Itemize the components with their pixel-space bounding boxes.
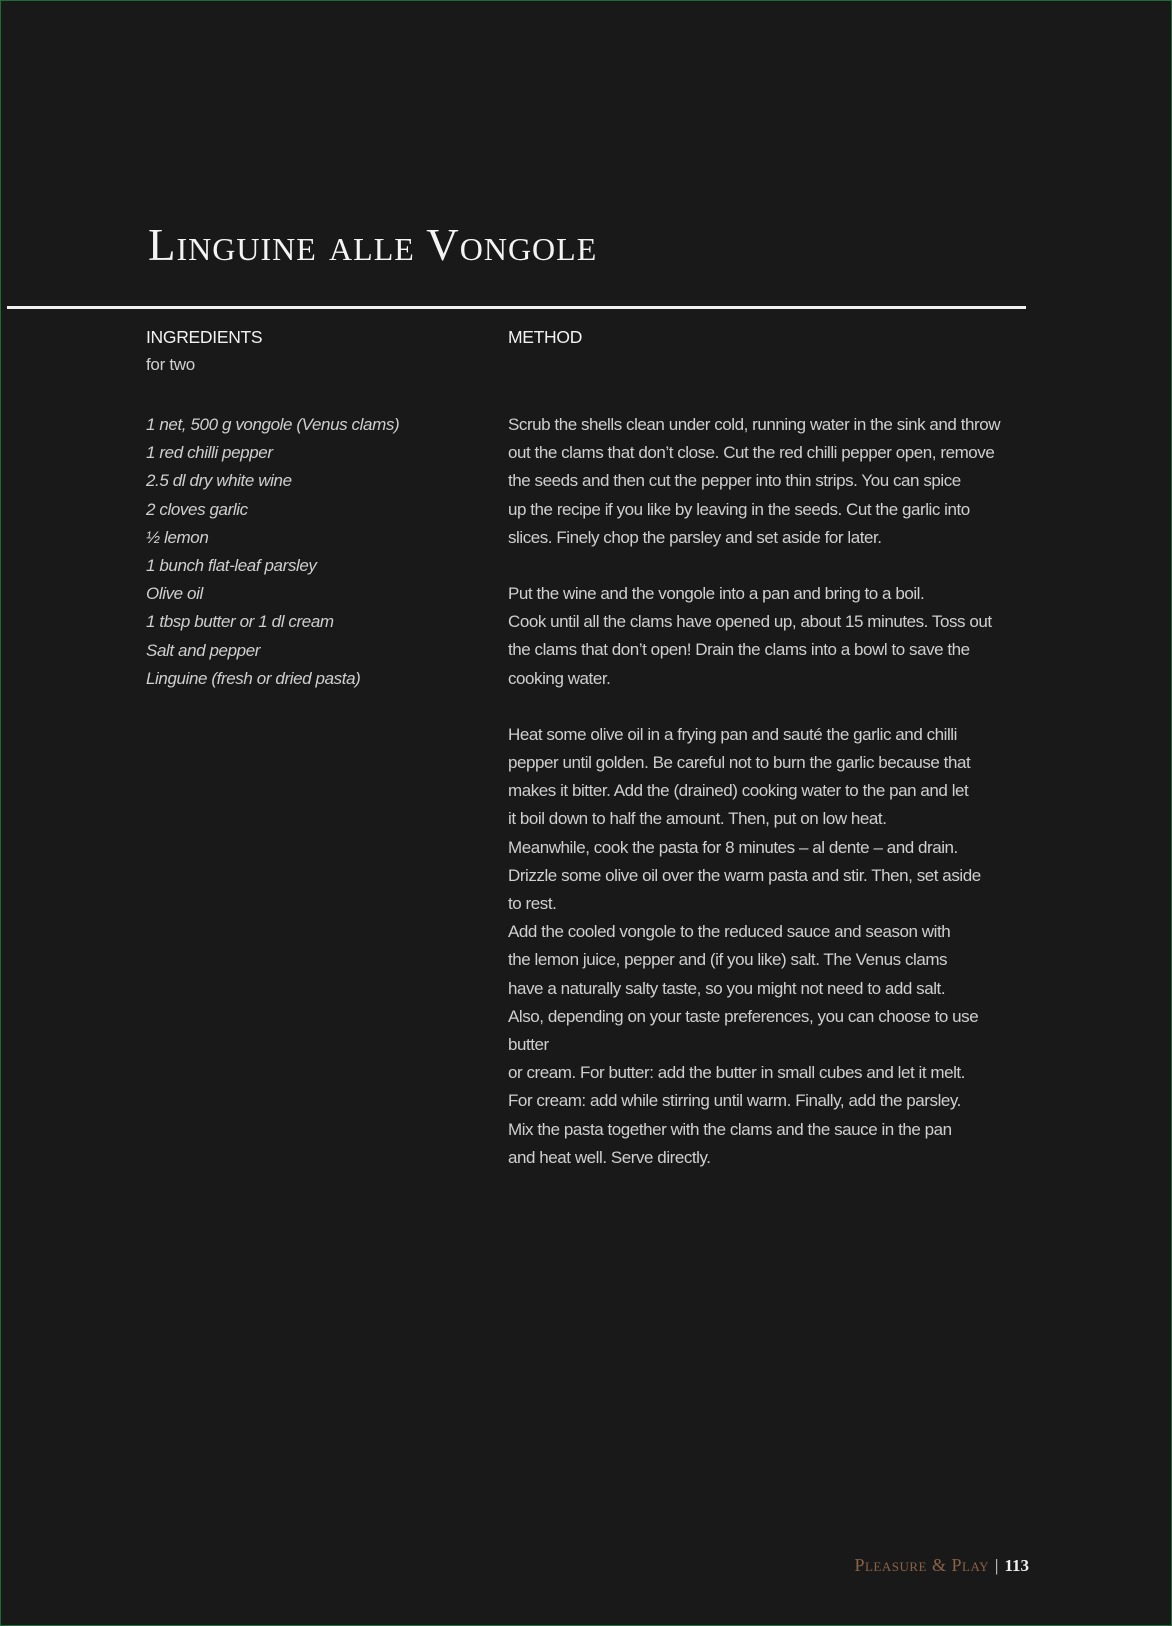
ingredient-item: 2.5 dl dry white wine [146,471,292,491]
method-line: Cook until all the clams have opened up, about 15 minutes. Toss out [508,612,992,632]
method-line: Heat some olive oil in a frying pan and sauté the garlic and chilli [508,724,957,744]
method-line: the clams that don’t open! Drain the clams into a bowl to save the [508,640,970,660]
method-paragraph [508,721,1036,1172]
ingredient-item: Salt and pepper [146,640,261,660]
ingredients-heading: INGREDIENTS [146,327,263,347]
title-divider [7,306,1026,309]
method-line: cooking water. [508,668,611,688]
method-heading: METHOD [508,327,583,347]
method-paragraph [508,580,1036,693]
method-line: up the recipe if you like by leaving in the seeds. Cut the garlic into [508,499,970,519]
method-line: Mix the pasta together with the clams and the sauce in the pan [508,1119,952,1139]
method-line: Meanwhile, cook the pasta for 8 minutes – al dente – and drain. [508,837,958,857]
method-line: pepper until golden. Be careful not to burn the garlic because that [508,753,971,773]
method-line: Add the cooled vongole to the reduced sauce and season with [508,922,951,942]
section-name: Pleasure & Play [854,1555,990,1575]
ingredients-list [146,411,486,693]
method-line: Also, depending on your taste preferences, you can choose to use [508,1006,979,1026]
ingredient-item: 1 bunch flat-leaf parsley [146,556,317,576]
servings-note: for two [146,355,195,374]
method-body [508,411,1036,1200]
method-line: the seeds and then cut the pepper into thin strips. You can spice [508,471,961,491]
ingredient-item: Linguine (fresh or dried pasta) [146,668,361,688]
method-line: it boil down to half the amount. Then, put on low heat. [508,809,887,829]
page-number: 113 [1004,1556,1029,1575]
footer-separator: | [995,1556,999,1575]
method-line: the lemon juice, pepper and (if you like) salt. The Venus clams [508,950,948,970]
method-line: slices. Finely chop the parsley and set aside for later. [508,527,882,547]
ingredient-item: 1 net, 500 g vongole (Venus clams) [146,415,400,434]
method-line: Drizzle some olive oil over the warm pasta and stir. Then, set aside [508,865,981,885]
method-line: Put the wine and the vongole into a pan and bring to a boil. [508,584,925,604]
page-footer [854,1555,1029,1576]
ingredient-item: Olive oil [146,584,203,604]
recipe-title: Linguine alle Vongole [148,220,598,270]
method-line: butter [508,1035,549,1055]
method-line: or cream. For butter: add the butter in small cubes and let it melt. [508,1063,965,1083]
method-line: Scrub the shells clean under cold, running water in the sink and throw [508,415,1001,434]
ingredient-item: 1 tbsp butter or 1 dl cream [146,612,334,632]
method-line: have a naturally salty taste, so you might not need to add salt. [508,978,946,998]
method-line: and heat well. Serve directly. [508,1147,711,1167]
ingredient-item: ½ lemon [146,527,209,547]
ingredient-item: 1 red chilli pepper [146,443,273,463]
method-paragraph [508,411,1036,552]
method-line: out the clams that don’t close. Cut the red chilli pepper open, remove [508,443,995,463]
ingredient-item: 2 cloves garlic [146,499,248,519]
method-line: makes it bitter. Add the (drained) cooking water to the pan and let [508,781,969,801]
method-line: For cream: add while stirring until warm. Finally, add the parsley. [508,1091,961,1111]
method-line: to rest. [508,894,557,914]
